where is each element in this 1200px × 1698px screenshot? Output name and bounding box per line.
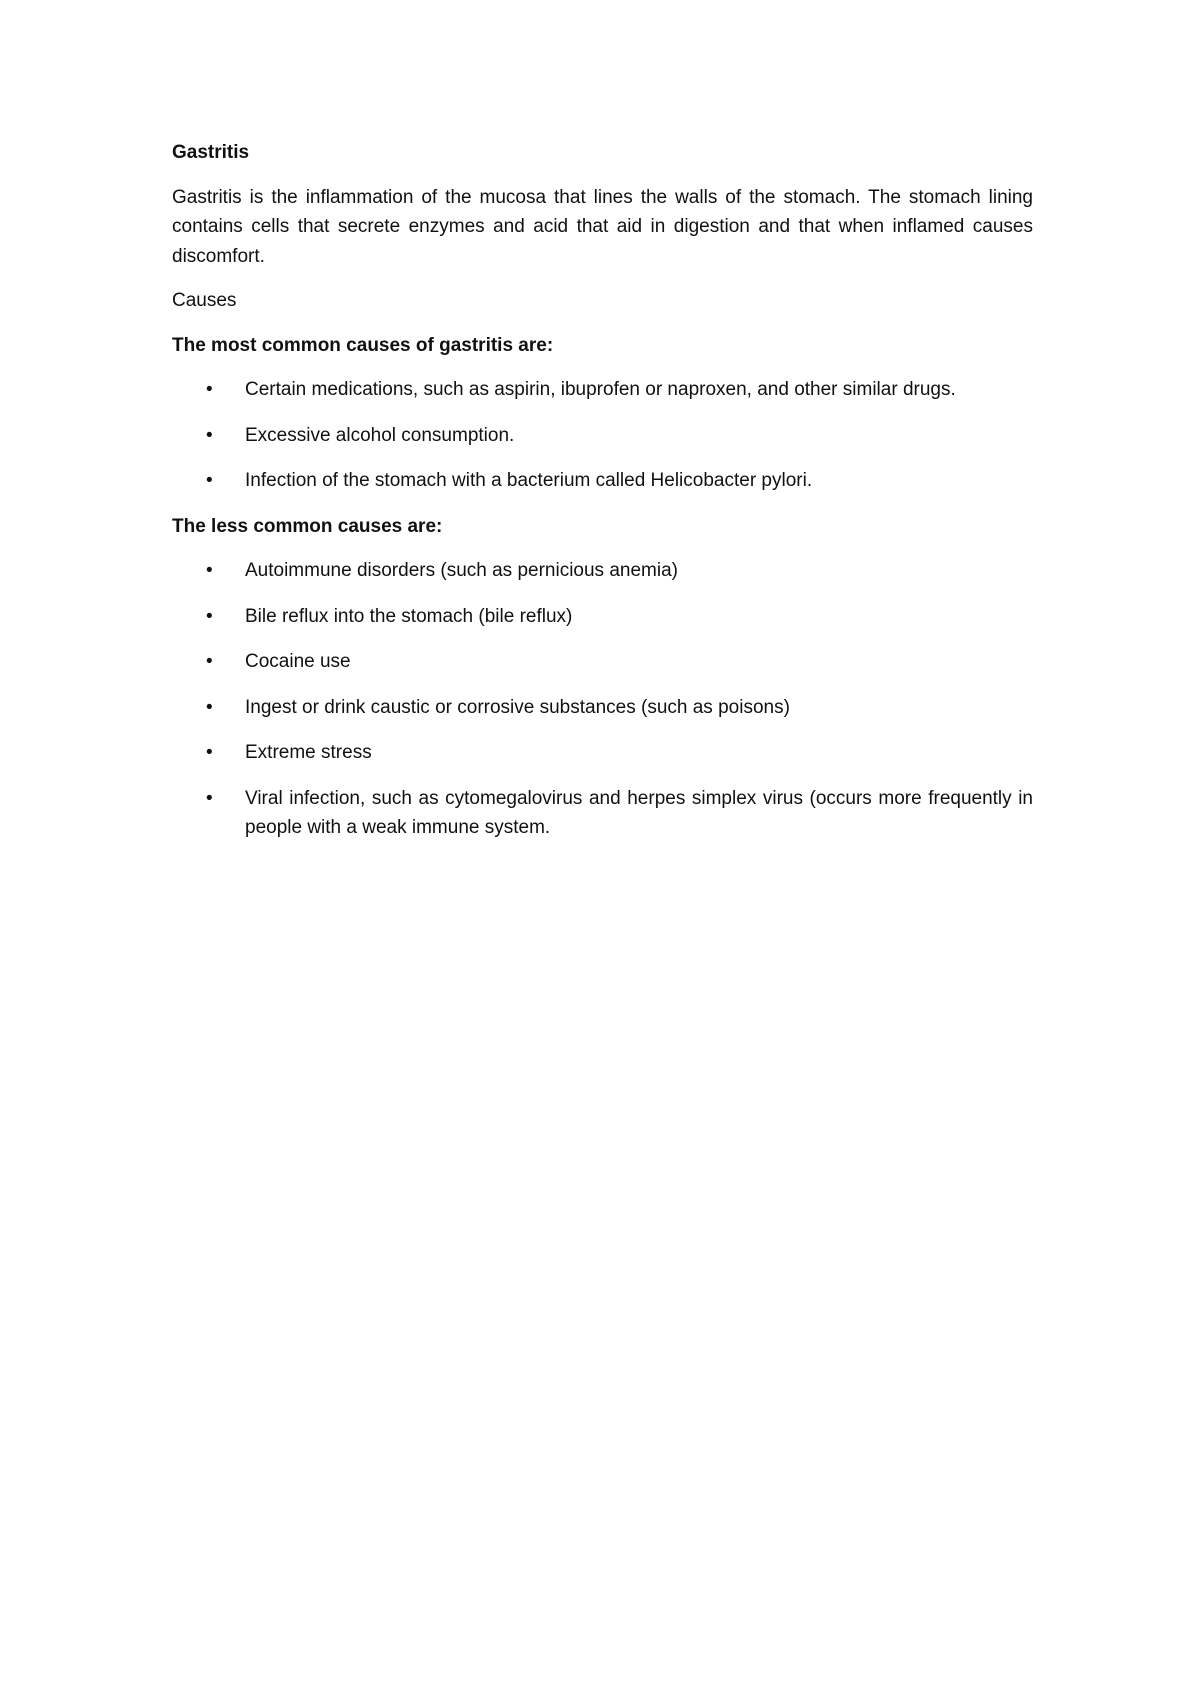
list-item	[172, 421, 1033, 451]
list-item	[172, 738, 1033, 768]
bullet-icon: •	[206, 470, 213, 491]
list-item	[172, 375, 1033, 405]
list-item-text: Extreme stress	[245, 742, 372, 763]
list-item	[172, 602, 1033, 632]
list-item	[172, 466, 1033, 496]
list-item-text: Ingest or drink caustic or corrosive substances (such as poisons)	[245, 696, 790, 718]
list-item-text: Infection of the stomach with a bacterium called Helicobacter pylori.	[245, 470, 813, 491]
list-item-text: Certain medications, such as aspirin, ibuprofen or naproxen, and other similar drugs.	[245, 379, 956, 400]
bullet-icon: •	[206, 651, 213, 672]
bullet-icon: •	[206, 787, 213, 809]
common-causes-heading: The most common causes of gastritis are:	[172, 334, 554, 356]
bullet-icon: •	[206, 424, 213, 446]
list-item-text: Autoimmune disorders (such as pernicious anemia)	[245, 560, 678, 581]
bullet-icon: •	[206, 379, 213, 400]
bullet-icon: •	[206, 696, 213, 718]
section-label-causes: Causes	[172, 290, 237, 311]
list-item	[172, 556, 1033, 586]
list-item-text: Bile reflux into the stomach (bile reflux)	[245, 605, 573, 627]
document-body	[172, 138, 1033, 859]
common-causes-list	[172, 375, 1033, 496]
list-item-text: Viral infection, such as cytomegalovirus and herpes simplex virus (occurs more frequently in people with a weak immune system.	[245, 787, 1033, 838]
bullet-icon: •	[206, 742, 213, 763]
document-title: Gastritis	[172, 142, 250, 163]
intro-paragraph: Gastritis is the inflammation of the mucosa that lines the walls of the stomach. The stomach lining contains cells that secrete enzymes and acid that aid in digestion and that when inflamed causes discomfort.	[172, 186, 1033, 267]
less-common-causes-list	[172, 556, 1033, 843]
bullet-icon: •	[206, 560, 213, 581]
less-common-causes-heading: The less common causes are:	[172, 515, 443, 537]
list-item	[172, 647, 1033, 677]
bullet-icon: •	[206, 605, 213, 627]
list-item-text: Excessive alcohol consumption.	[245, 424, 515, 446]
list-item	[172, 784, 1033, 843]
list-item	[172, 693, 1033, 723]
list-item-text: Cocaine use	[245, 651, 351, 672]
